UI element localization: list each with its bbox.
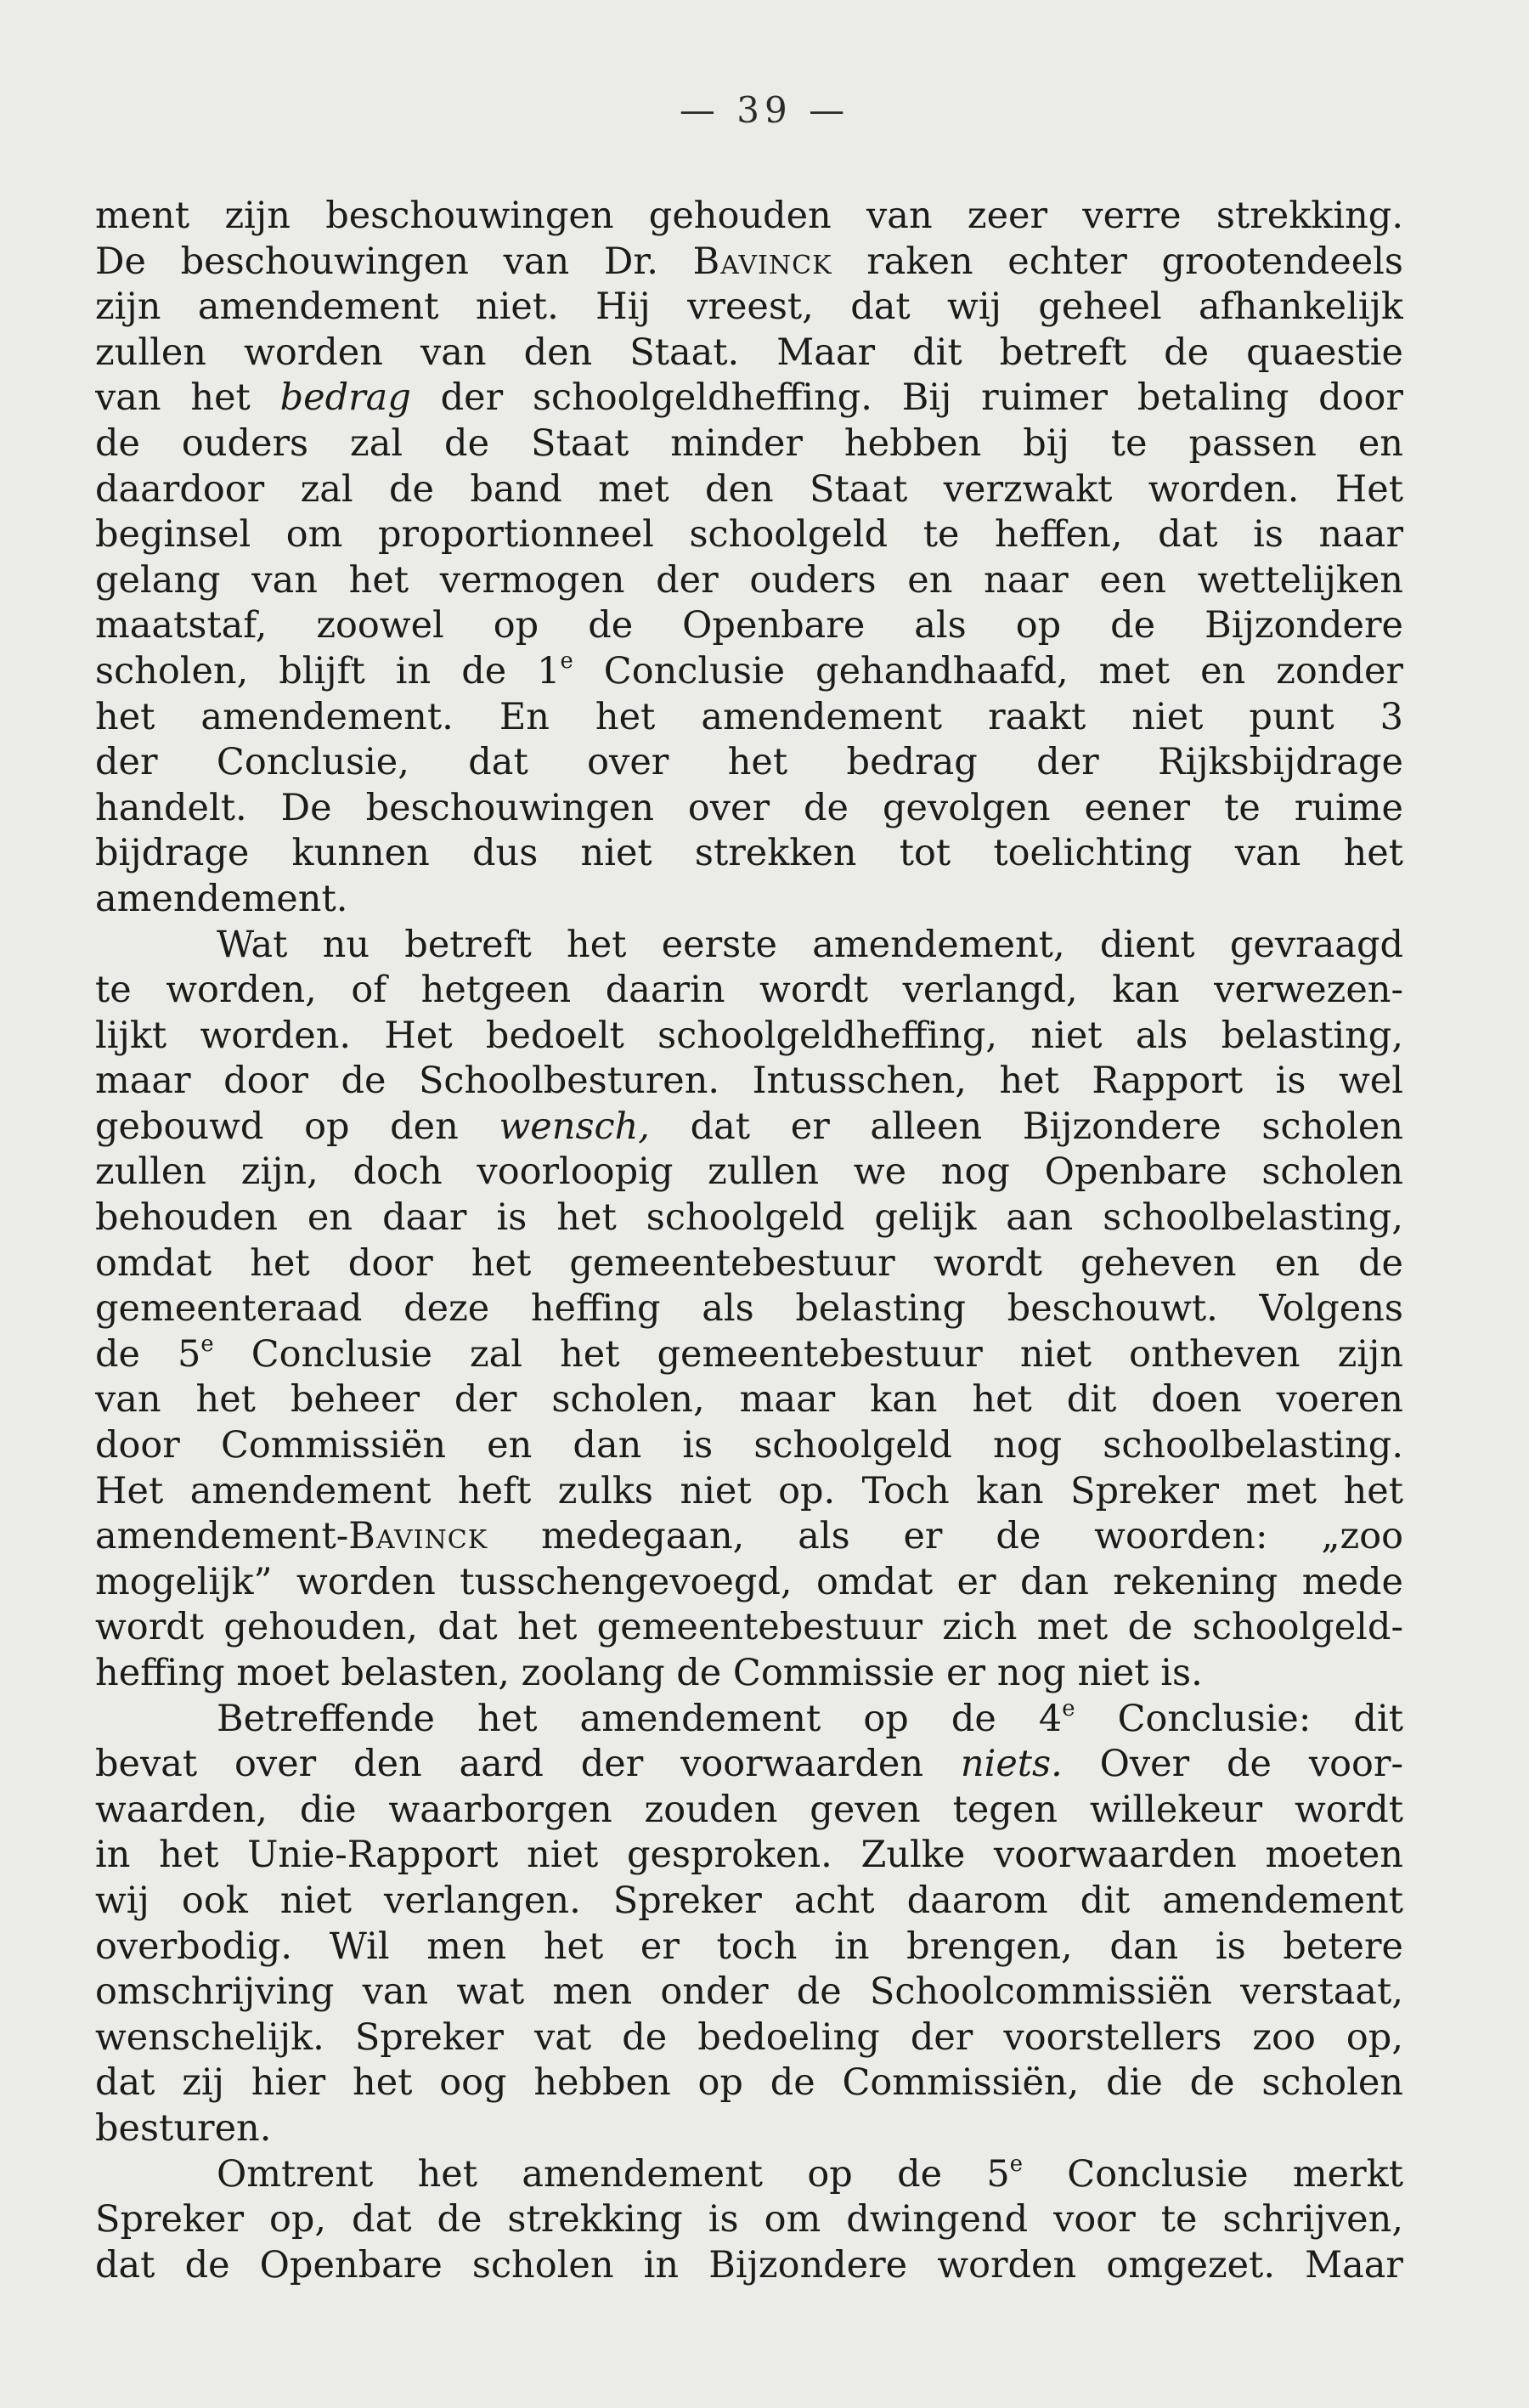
text-line: maatstaf, zoowel op de Openbare als op de Bijzondere (95, 604, 1403, 647)
body-text (95, 194, 1403, 2288)
text-line: dat zij hier het oog hebben op de Commissiën, die de scholen (95, 2061, 1403, 2105)
italic-word: niets. (960, 1743, 1063, 1786)
text-line: bevat over den aard der voorwaarden niets. Over de voor- (95, 1743, 1403, 1786)
text-line: te worden, of hetgeen daarin wordt verlangd, kan verwezen- (95, 969, 1403, 1012)
text-line: Omtrent het amendement op de 5e Conclusie merkt (217, 2151, 1403, 2196)
text-line: besturen. (95, 2106, 272, 2150)
text-line: Betreffende het amendement op de 4e Conclusie: dit (217, 1696, 1403, 1740)
italic-word: bedrag (279, 376, 411, 420)
text-line: Het amendement heft zulks niet op. Toch kan Spreker met het (95, 1469, 1403, 1512)
text-line: zullen worden van den Staat. Maar dit betreft de quaestie (95, 331, 1403, 374)
italic-word: wensch, (499, 1105, 650, 1148)
text-line: handelt. De beschouwingen over de gevolgen eener te ruime (95, 786, 1403, 829)
page-number: — 39 — (679, 89, 850, 131)
text-line: van het bedrag der schoolgeldheffing. Bij ruimer betaling door (95, 376, 1403, 420)
text-line: wenschelijk. Spreker vat de bedoeling der voorstellers zoo op, (95, 2015, 1403, 2059)
text-line: zullen zijn, doch voorloopig zullen we nog Openbare scholen (95, 1150, 1403, 1194)
text-line: amendement. (95, 877, 348, 920)
text-line: in het Unie-Rapport niet gesproken. Zulke voorwaarden moeten (95, 1834, 1403, 1877)
name-bavinck: Bavinck (348, 1515, 488, 1558)
text-line: Wat nu betreft het eerste amendement, dient gevraagd (217, 923, 1403, 966)
text-line: gebouwd op den wensch, dat er alleen Bijzondere scholen (95, 1105, 1403, 1148)
text-line: wordt gehouden, dat het gemeentebestuur zich met de schoolgeld- (95, 1606, 1403, 1649)
text-line: ment zijn beschouwingen gehouden van zeer verre strekking. (95, 195, 1403, 237)
text-line: gelang van het vermogen der ouders en naar een wettelijken (95, 558, 1403, 602)
text-line: bijdrage kunnen dus niet strekken tot toelichting van het (95, 832, 1403, 875)
text-line: door Commissiën en dan is schoolgeld nog schoolbelasting. (95, 1424, 1403, 1467)
text-line: lijkt worden. Het bedoelt schoolgeldheffing, niet als belasting, (95, 1014, 1403, 1057)
text-line: omdat het door het gemeentebestuur wordt geheven en de (95, 1241, 1403, 1285)
text-line: scholen, blijft in de 1e Conclusie gehandhaafd, met en zonder (95, 648, 1403, 692)
text-line: het amendement. En het amendement raakt niet punt 3 (95, 695, 1403, 738)
text-line: gemeenteraad deze heffing als belasting beschouwt. Volgens (95, 1287, 1403, 1331)
text-line: De beschouwingen van Dr. Bavinck raken echter grootendeels (95, 240, 1403, 283)
text-line: maar door de Schoolbesturen. Intusschen, het Rapport is wel (95, 1060, 1403, 1103)
text-line: daardoor zal de band met den Staat verzwakt worden. Het (95, 467, 1403, 511)
text-line: amendement-Bavinck medegaan, als er de woorden: „zoo (95, 1515, 1403, 1558)
text-line: dat de Openbare scholen in Bijzondere worden omgezet. Maar (95, 2243, 1403, 2286)
text-line: zijn amendement niet. Hij vreest, dat wij geheel afhankelijk (95, 285, 1403, 329)
text-line: beginsel om proportionneel schoolgeld te heffen, dat is naar (95, 513, 1403, 557)
text-line: mogelijk” worden tusschengevoegd, omdat er dan rekening mede (95, 1560, 1403, 1603)
text-line: Spreker op, dat de strekking is om dwingend voor te schrijven, (95, 2198, 1403, 2241)
text-line: van het beheer der scholen, maar kan het dit doen voeren (95, 1378, 1403, 1422)
text-line: heffing moet belasten, zoolang de Commissie er nog niet is. (95, 1652, 1203, 1694)
text-line: de 5e Conclusie zal het gemeentebestuur niet ontheven zijn (95, 1331, 1403, 1376)
text-line: omschrijving van wat men onder de Schoolcommissiën verstaat, (95, 1970, 1403, 2014)
text-line: waarden, die waarborgen zouden geven tegen willekeur wordt (95, 1788, 1403, 1831)
text-line: de ouders zal de Staat minder hebben bij te passen en (95, 421, 1403, 465)
text-line: behouden en daar is het schoolgeld gelijk aan schoolbelasting, (95, 1196, 1403, 1240)
text-line: der Conclusie, dat over het bedrag der Rijksbijdrage (95, 741, 1403, 784)
text-line: overbodig. Wil men het er toch in brengen, dan is betere (95, 1925, 1403, 1968)
name-bavinck: Bavinck (692, 240, 832, 283)
text-line: wij ook niet verlangen. Spreker acht daarom dit amendement (95, 1879, 1403, 1922)
